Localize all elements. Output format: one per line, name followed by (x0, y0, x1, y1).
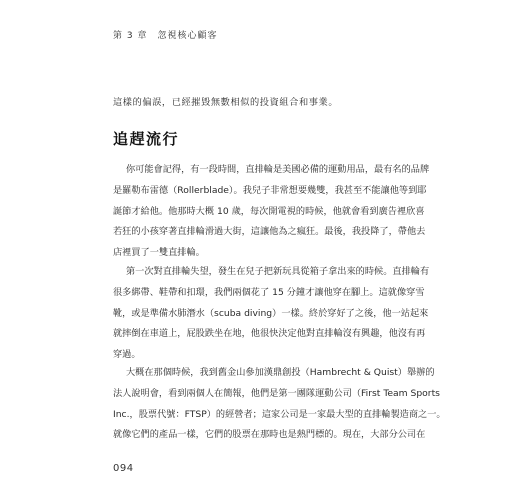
paragraph-line: 是羅勒布雷德（Rollerblade）。我兒子非常想要幾雙，我甚至不能讓他等到耶 (113, 184, 427, 196)
paragraph-3 (113, 363, 446, 446)
paragraph-line: 店裡買了一雙直排輪。 (113, 247, 205, 259)
paragraph-2 (113, 262, 430, 366)
paragraph-line: 就摔倒在車道上，屁股跌坐在地，他很快決定他對直排輪沒有興趣，他沒有再 (113, 328, 426, 340)
paragraph-line: 很多綁帶、鞋帶和扣環，我們兩個花了 15 分鐘才讓他穿在腳上。這就像穿雪 (113, 286, 425, 298)
paragraph-line: 若狂的小孩穿著直排輪滑過大街，這讓他為之瘋狂。最後，我投降了，帶他去 (113, 226, 426, 238)
page-number: 094 (113, 463, 134, 474)
paragraph-line: 法人說明會，看到兩個人在簡報，他們是第一團隊運動公司（First Team Sports (113, 387, 440, 399)
paragraph-line: 第一次對直排輪失望，發生在兒子把新玩具從箱子拿出來的時候。直排輪有 (126, 266, 430, 277)
paragraph-line: Inc.，股票代號：FTSP）的經營者；這家公司是一家最大型的直排輪製造商之一。 (113, 408, 446, 420)
lead-line: 這樣的偏誤，已經摧毀無數相似的投資組合和事業。 (113, 97, 339, 108)
paragraph-line: 大概在那個時候，我到舊金山參加漢鼎創投（Hambrecht & Quist）舉辦的 (126, 367, 435, 378)
paragraph-line: 靴，或是準備水肺潛水（scuba diving）一樣。終於穿好了之後，他一站起來 (113, 307, 429, 319)
running-header: 第 3 章 忽視核心顧客 (113, 31, 218, 41)
paragraph-1 (113, 160, 430, 264)
section-heading: 追趕流行 (113, 130, 180, 148)
paragraph-line: 就像它們的產品一樣，它們的股票在那時也是熱門標的。現在，大部分公司在 (113, 429, 426, 441)
paragraph-line: 誕節才給他。他那時大概 10 歲，每次開電視的時候，他就會看到廣告裡欣喜 (113, 205, 425, 217)
paragraph-line: 穿過。 (113, 349, 141, 361)
paragraph-line: 你可能會記得，有一段時間，直排輪是美國必備的運動用品，最有名的品牌 (126, 164, 430, 175)
